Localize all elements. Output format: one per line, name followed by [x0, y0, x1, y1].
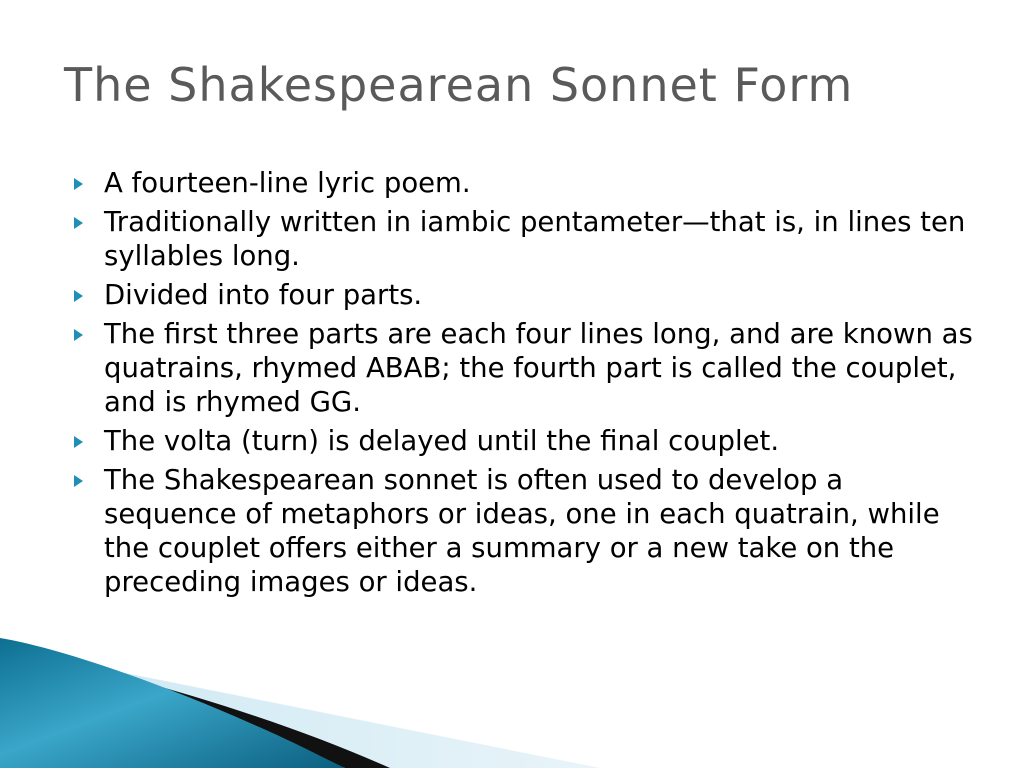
slide-title: The Shakespearean Sonnet Form [64, 58, 854, 112]
bullet-item [74, 424, 974, 458]
bullet-text: The volta (turn) is delayed until the final couplet. [104, 425, 780, 457]
bullet-item [74, 278, 974, 312]
bullet-text: The Shakespearean sonnet is often used to develop a sequence of metaphors or ideas, one in each quatrain, while the couplet offers either a summary or a new take on the preceding images or ideas. [104, 464, 940, 598]
triangle-right-icon [74, 278, 104, 302]
bullet-item [74, 317, 974, 419]
triangle-right-icon [74, 463, 104, 487]
bullet-text: The first three parts are each four lines long, and are known as quatrains, rhymed ABAB; the fourth part is called the couplet, and is rhymed GG. [104, 318, 973, 418]
triangle-right-icon [74, 424, 104, 448]
bullet-text: A fourteen-line lyric poem. [104, 167, 471, 199]
decorative-swoosh [0, 638, 1024, 768]
bullet-text: Divided into four parts. [104, 279, 423, 311]
bullet-text: Traditionally written in iambic pentameter—that is, in lines ten syllables long. [104, 206, 966, 272]
triangle-right-icon [74, 317, 104, 341]
bullet-item [74, 205, 974, 273]
triangle-right-icon [74, 205, 104, 229]
bullet-list [74, 166, 974, 604]
bullet-item [74, 463, 974, 599]
bullet-item [74, 166, 974, 200]
triangle-right-icon [74, 166, 104, 190]
